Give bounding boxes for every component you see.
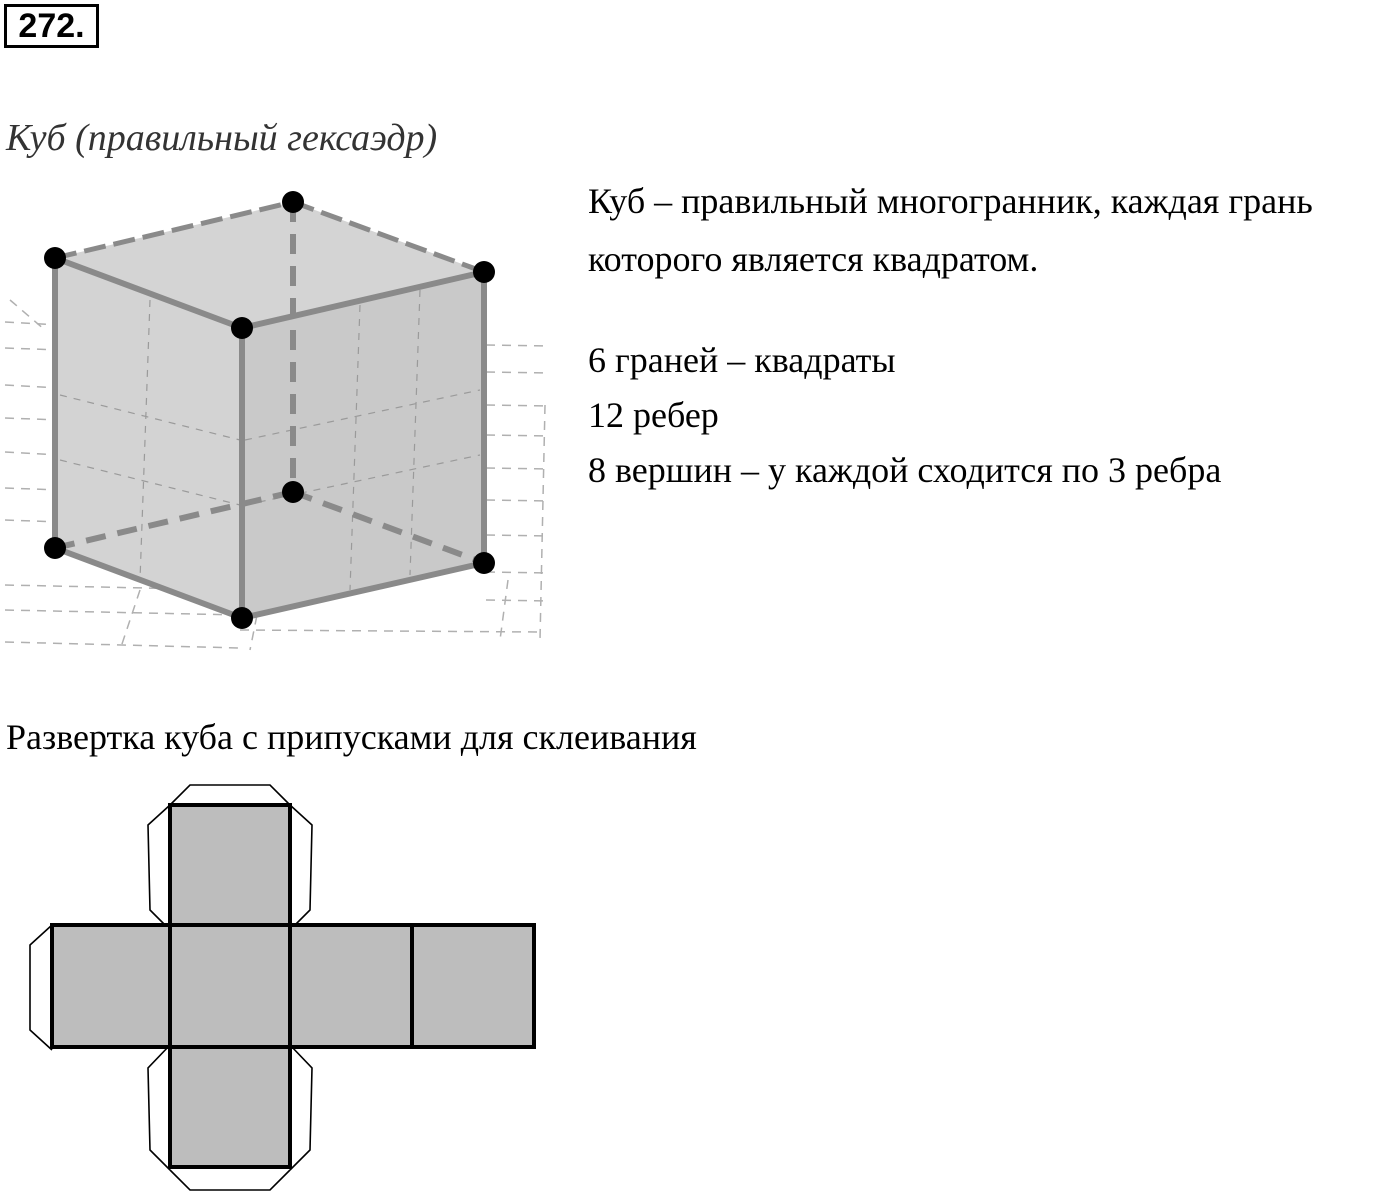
problem-number: 272.: [4, 4, 99, 48]
net-face-center: [170, 925, 290, 1047]
net-face-far-right: [412, 925, 534, 1047]
net-faces: [52, 805, 534, 1167]
figure-title: Куб (правильный гексаэдр): [6, 117, 438, 159]
fact-vertices: 8 вершин – у каждой сходится по 3 ребра: [588, 450, 1222, 490]
net-face-top: [170, 805, 290, 925]
cube-net-diagram: [0, 0, 560, 1199]
fact-edges: 12 ребер: [588, 395, 719, 435]
cube-description: Куб – правильный многогранник, каждая грань которого является квадратом.: [588, 181, 1313, 279]
cube-facts: [588, 333, 1221, 498]
net-title: Развертка куба с припусками для склеивания: [6, 717, 697, 757]
net-face-bottom: [170, 1047, 290, 1167]
fact-faces: 6 граней – квадраты: [588, 340, 896, 380]
net-face-left: [52, 925, 170, 1047]
net-face-right: [290, 925, 412, 1047]
